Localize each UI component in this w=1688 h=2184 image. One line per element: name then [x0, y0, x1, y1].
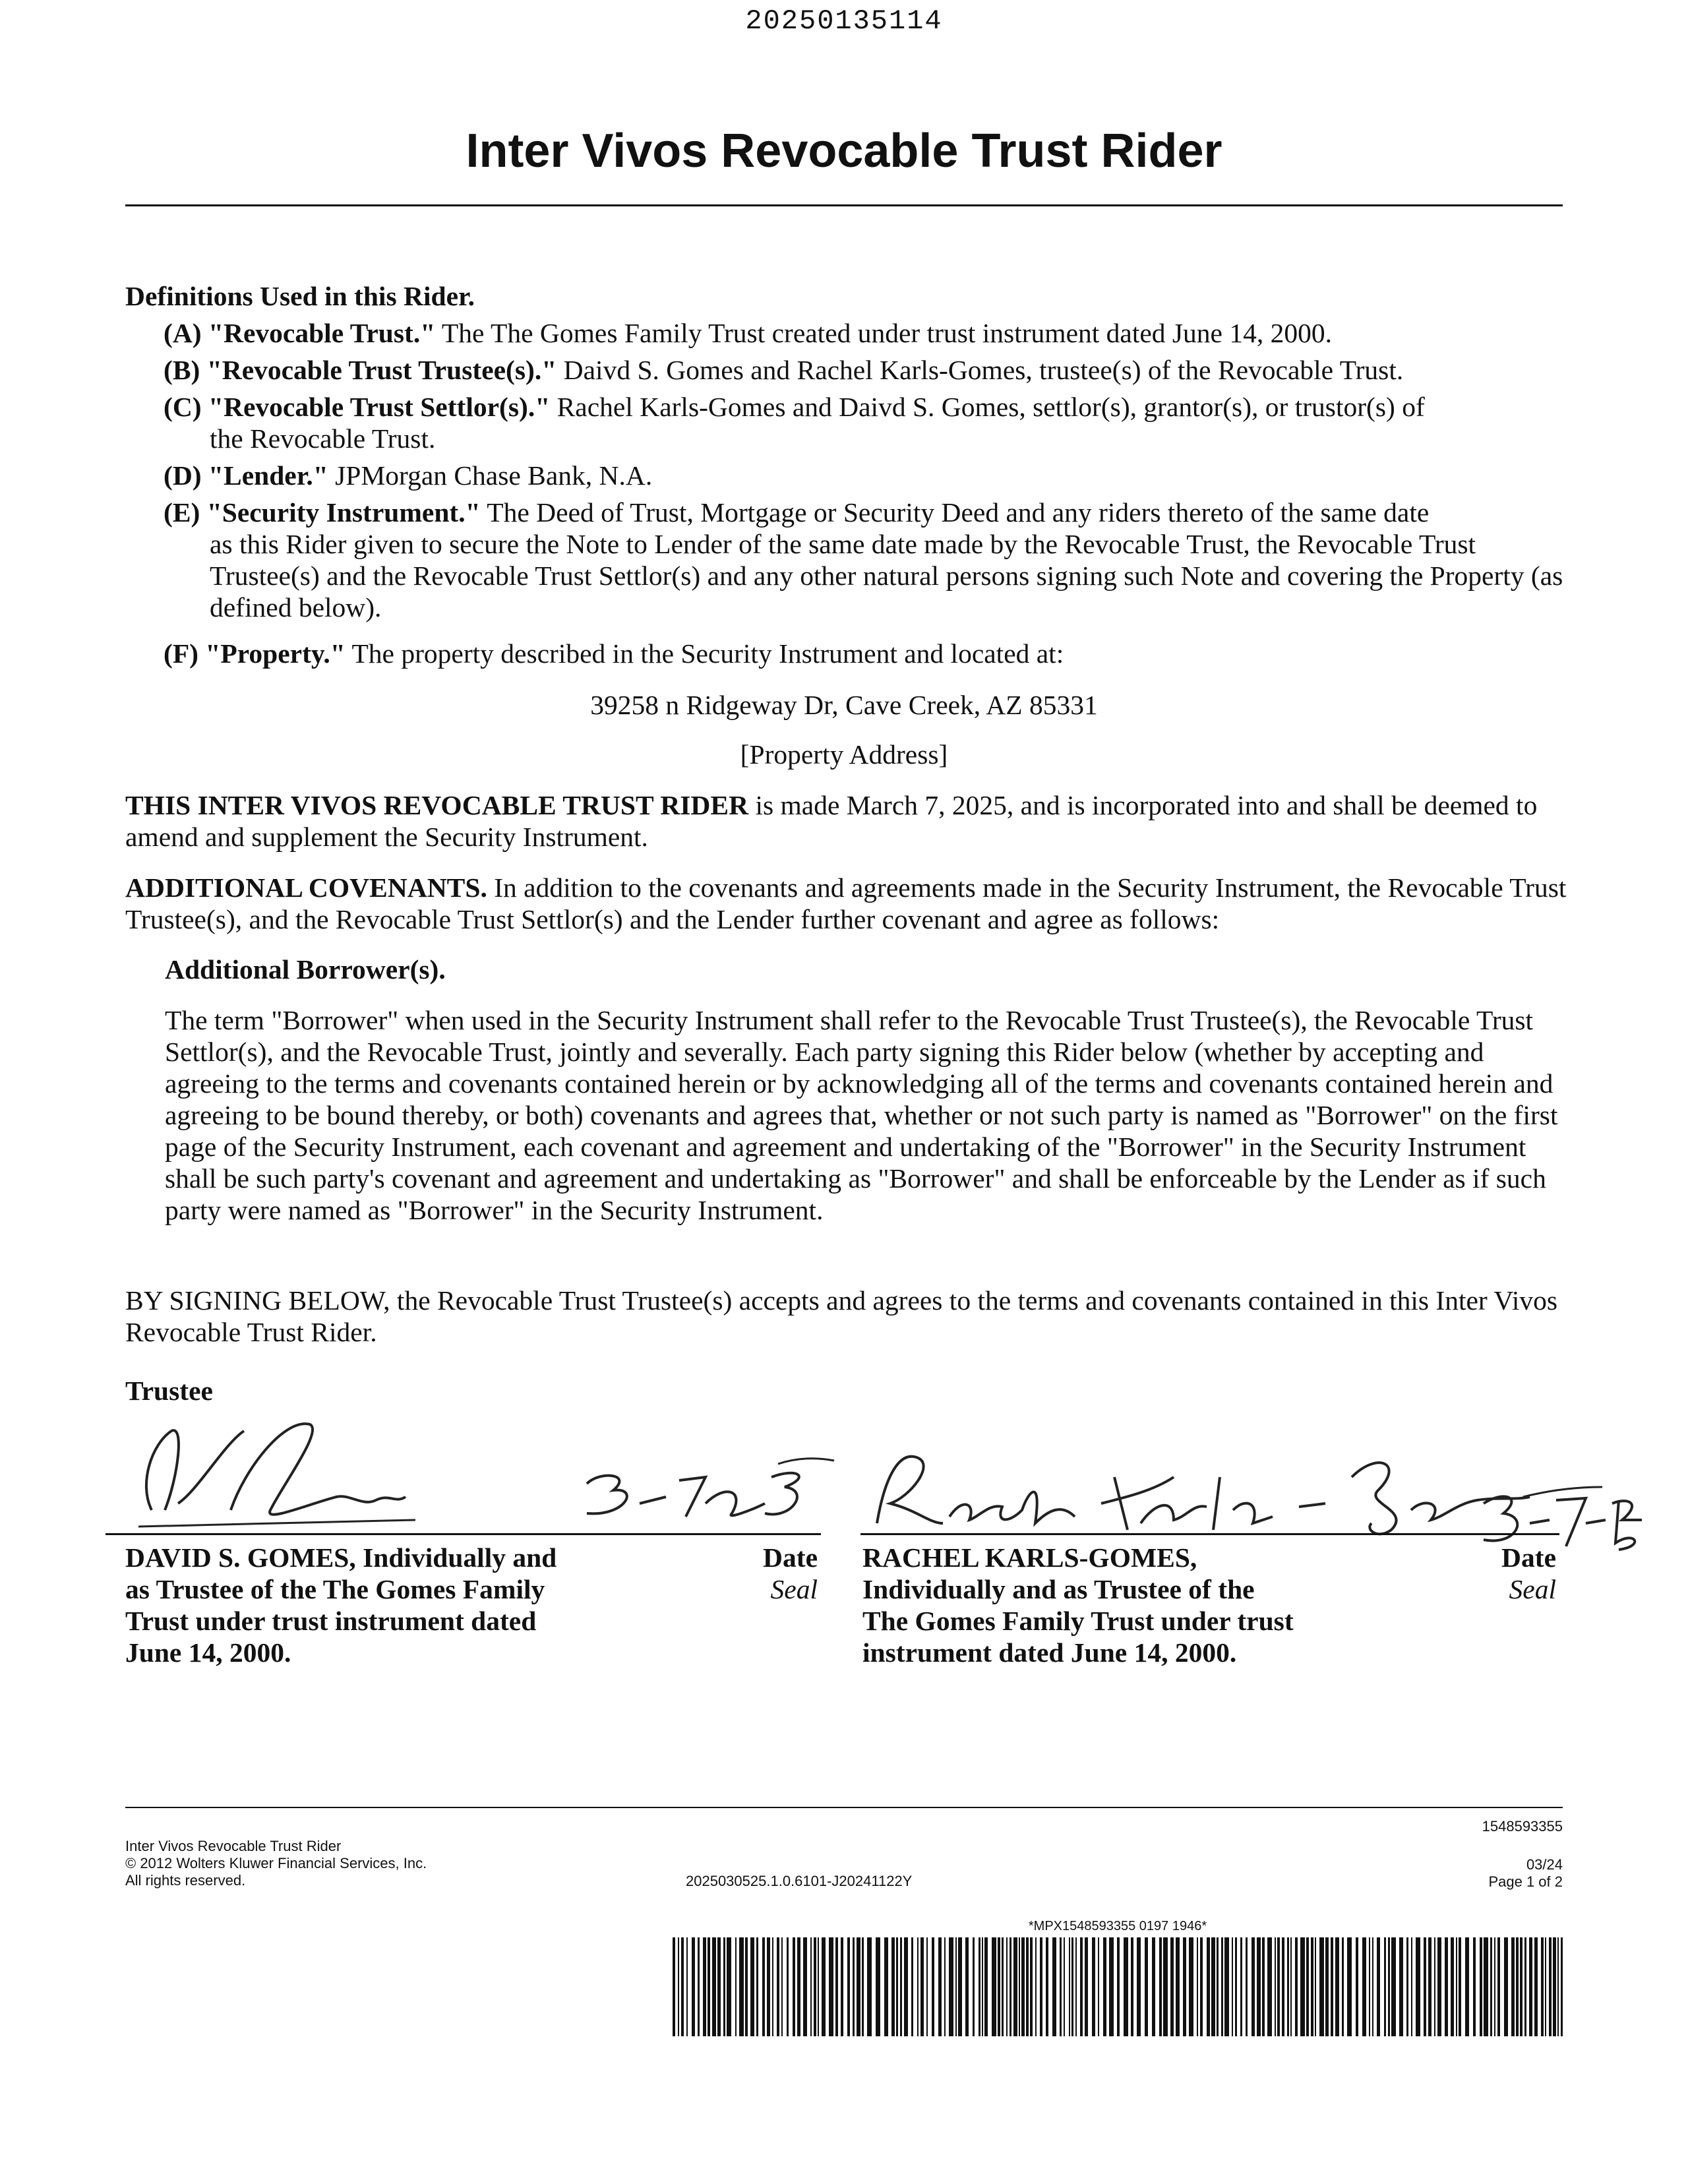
barcode-bar	[673, 1937, 675, 2036]
barcode-bar	[920, 1937, 924, 2036]
barcode-text: *MPX1548593355 0197 1946*	[1028, 1919, 1207, 1933]
barcode-bar	[1549, 1937, 1552, 2036]
barcode-bar	[1545, 1937, 1546, 2036]
barcode-bar	[1437, 1937, 1441, 2036]
barcode-bar	[1541, 1937, 1544, 2036]
definition-e	[164, 497, 1568, 623]
barcode-bar	[979, 1937, 980, 2036]
barcode-bar	[926, 1937, 928, 2036]
signature-line-right	[860, 1533, 1559, 1535]
barcode	[673, 1937, 1563, 2036]
footer-page-number: Page 1 of 2	[1488, 1873, 1563, 1890]
barcode-bar	[1189, 1937, 1193, 2036]
barcode-bar	[1300, 1937, 1305, 2036]
barcode-bar	[1103, 1937, 1106, 2036]
definition-continuation: the Revocable Trust.	[210, 423, 436, 454]
barcode-bar	[1331, 1937, 1333, 2036]
barcode-bar	[1424, 1937, 1426, 2036]
barcode-bar	[1287, 1937, 1289, 2036]
footer-form-code: 2025030525.1.0.6101-J20241122Y	[686, 1873, 913, 1889]
barcode-bar	[896, 1937, 898, 2036]
barcode-bar	[1465, 1937, 1469, 2036]
barcode-bar	[841, 1937, 843, 2036]
definition-text: JPMorgan Chase Bank, N.A.	[328, 460, 653, 491]
title-divider	[125, 204, 1563, 206]
barcode-bar	[678, 1937, 679, 2036]
barcode-bar	[1019, 1937, 1020, 2036]
barcode-bar	[1267, 1937, 1272, 2036]
covenants-text: In addition to the covenants and agreements made in the Security Instrument, the Revocable Trust Trustee(s), and the Revocable Trust Settlor(s) and the Lender further covenant and agree as follows:	[125, 872, 1567, 934]
barcode-bar	[1311, 1937, 1313, 2036]
barcode-bar	[1159, 1937, 1162, 2036]
barcode-bar	[1411, 1937, 1412, 2036]
barcode-bar	[739, 1937, 744, 2036]
barcode-bar	[1240, 1937, 1242, 2036]
footer-form-name: Inter Vivos Revocable Trust Rider	[125, 1838, 342, 1854]
barcode-bar	[1085, 1937, 1088, 2036]
signing-statement: BY SIGNING BELOW, the Revocable Trust Trustee(s) accepts and agrees to the terms and covenants contained in this Inter Vivos Revocable Trust Rider.	[125, 1285, 1558, 1347]
definition-letter: (A)	[164, 318, 202, 348]
definition-text: Rachel Karls-Gomes and Daivd S. Gomes, settlor(s), grantor(s), or trustor(s) of	[550, 392, 1425, 422]
barcode-bar	[1306, 1937, 1309, 2036]
barcode-bar	[793, 1937, 795, 2036]
barcode-bar	[1406, 1937, 1408, 2036]
barcode-bar	[1232, 1937, 1233, 2036]
barcode-bar	[1497, 1937, 1500, 2036]
footer-divider	[125, 1807, 1563, 1808]
footer-loan-number: 1548593355	[1482, 1818, 1563, 1835]
barcode-bar	[992, 1937, 996, 2036]
definition-a	[164, 317, 1568, 349]
barcode-bar	[1342, 1937, 1344, 2036]
definition-letter: (D)	[164, 460, 202, 491]
barcode-bar	[1516, 1937, 1519, 2036]
barcode-bar	[1075, 1937, 1077, 2036]
footer-revision: 03/24	[1526, 1856, 1563, 1873]
definition-term: "Revocable Trust Settlor(s)."	[208, 392, 551, 422]
barcode-bar	[965, 1937, 969, 2036]
barcode-bar	[692, 1937, 695, 2036]
barcode-bar	[686, 1937, 688, 2036]
barcode-bar	[1282, 1937, 1284, 2036]
barcode-bar	[822, 1937, 826, 2036]
barcode-bar	[904, 1937, 908, 2036]
definition-letter: (B)	[164, 355, 200, 385]
barcode-bar	[787, 1937, 789, 2036]
definition-text: The The Gomes Family Trust created under trust instrument dated June 14, 2000.	[435, 318, 1332, 348]
definition-b	[164, 354, 1568, 386]
barcode-bar	[982, 1937, 983, 2036]
barcode-bar	[1183, 1937, 1186, 2036]
rider-statement-text: is made March 7, 2025, and is incorporated into and shall be deemed to amend and supplement the Security Instrument.	[125, 790, 1538, 852]
barcode-bar	[932, 1937, 934, 2036]
barcode-bar	[1006, 1937, 1008, 2036]
footer-form-info	[125, 1838, 427, 1889]
barcode-bar	[818, 1937, 819, 2036]
seal-label-right: Seal	[1509, 1574, 1556, 1604]
barcode-bar	[917, 1937, 919, 2036]
barcode-bar	[1347, 1937, 1352, 2036]
barcode-bar	[708, 1937, 710, 2036]
barcode-bar	[1069, 1937, 1070, 2036]
barcode-bar	[1325, 1937, 1329, 2036]
barcode-bar	[1335, 1937, 1339, 2036]
barcode-bar	[1362, 1937, 1366, 2036]
barcode-bar	[973, 1937, 975, 2036]
barcode-bar	[1021, 1937, 1025, 2036]
date-label-left: Date	[763, 1542, 818, 1573]
barcode-bar	[727, 1937, 731, 2036]
barcode-bar	[1504, 1937, 1508, 2036]
barcode-bar	[1553, 1937, 1556, 2036]
barcode-bar	[1315, 1937, 1316, 2036]
barcode-bar	[1013, 1937, 1017, 2036]
barcode-bar	[1445, 1937, 1448, 2036]
barcode-bar	[884, 1937, 888, 2036]
barcode-bar	[1109, 1937, 1114, 2036]
barcode-bar	[1092, 1937, 1095, 2036]
definition-d	[164, 460, 1568, 491]
barcode-bar	[984, 1937, 988, 2036]
barcode-bar	[1046, 1937, 1048, 2036]
barcode-bar	[1511, 1937, 1515, 2036]
barcode-bar	[1124, 1937, 1128, 2036]
barcode-bar	[1391, 1937, 1396, 2036]
barcode-bar	[938, 1937, 942, 2036]
barcode-bar	[1529, 1937, 1532, 2036]
barcode-bar	[1152, 1937, 1155, 2036]
barcode-bar	[1224, 1937, 1229, 2036]
barcode-bar	[735, 1937, 737, 2036]
barcode-bar	[1434, 1937, 1435, 2036]
barcode-bar	[955, 1937, 957, 2036]
barcode-bar	[1064, 1937, 1065, 2036]
barcode-bar	[958, 1937, 962, 2036]
barcode-bar	[1473, 1937, 1476, 2036]
barcode-bar	[717, 1937, 721, 2036]
signature-line-left	[106, 1533, 821, 1535]
barcode-bar	[1369, 1937, 1370, 2036]
barcode-bar	[829, 1937, 833, 2036]
barcode-bar	[1117, 1937, 1120, 2036]
additional-borrowers-heading: Additional Borrower(s).	[165, 954, 446, 985]
barcode-bar	[1035, 1937, 1037, 2036]
barcode-bar	[803, 1937, 807, 2036]
definition-f	[164, 638, 1568, 669]
footer-copyright: © 2012 Wolters Kluwer Financial Services, Inc.	[125, 1855, 427, 1871]
definition-c	[164, 391, 1568, 454]
barcode-bar	[1030, 1937, 1033, 2036]
barcode-bar	[1377, 1937, 1380, 2036]
barcode-bar	[814, 1937, 816, 2036]
barcode-bar	[1200, 1937, 1203, 2036]
barcode-bar	[797, 1937, 800, 2036]
barcode-bar	[1131, 1937, 1133, 2036]
barcode-bar	[1207, 1937, 1210, 2036]
barcode-bar	[698, 1937, 700, 2036]
barcode-bar	[1428, 1937, 1432, 2036]
barcode-bar	[1295, 1937, 1298, 2036]
barcode-bar	[862, 1937, 864, 2036]
barcode-bar	[853, 1937, 855, 2036]
barcode-bar	[723, 1937, 725, 2036]
covenants-lead: ADDITIONAL COVENANTS.	[125, 872, 487, 903]
barcode-bar	[750, 1937, 754, 2036]
barcode-bar	[703, 1937, 706, 2036]
signer-label-left: DAVID S. GOMES, Individually and as Trustee of the The Gomes Family Trust under trust instrument dated June 14, 2000.	[125, 1542, 557, 1668]
barcode-bar	[681, 1937, 684, 2036]
barcode-bar	[810, 1937, 812, 2036]
barcode-bar	[1137, 1937, 1141, 2036]
document-title: Inter Vivos Revocable Trust Rider	[466, 125, 1222, 177]
definition-text: Daivd S. Gomes and Rachel Karls-Gomes, trustee(s) of the Revocable Trust.	[557, 355, 1404, 385]
barcode-bar	[835, 1937, 838, 2036]
barcode-bar	[1002, 1937, 1004, 2036]
barcode-bar	[745, 1937, 748, 2036]
barcode-bar	[1246, 1937, 1248, 2036]
barcode-bar	[1416, 1937, 1420, 2036]
barcode-bar	[1060, 1937, 1062, 2036]
barcode-bar	[891, 1937, 895, 2036]
rider-statement	[125, 789, 1569, 853]
barcode-bar	[1451, 1937, 1454, 2036]
definition-continuation: as this Rider given to secure the Note to Lender of the same date made by the Revocable Trust, the Revocable Trust Trustee(s) and the Revocable Trust Settlor(s) and any other natural persons signing such Note and covering the Property (as defined below).	[210, 529, 1563, 622]
barcode-bar	[756, 1937, 758, 2036]
trustee-heading: Trustee	[125, 1376, 213, 1406]
barcode-bar	[900, 1937, 902, 2036]
barcode-bar	[1319, 1937, 1324, 2036]
barcode-bar	[1217, 1937, 1219, 2036]
footer-rights: All rights reserved.	[125, 1872, 246, 1889]
barcode-bar	[1494, 1937, 1495, 2036]
barcode-bar	[1163, 1937, 1168, 2036]
barcode-bar	[944, 1937, 946, 2036]
definition-text: The Deed of Trust, Mortgage or Security Deed and any riders thereto of the same date	[480, 497, 1430, 528]
barcode-bar	[1275, 1937, 1276, 2036]
barcode-bar	[1534, 1937, 1538, 2036]
signature-david-gomes	[112, 1405, 837, 1536]
definition-term: "Revocable Trust Trustee(s)."	[206, 355, 557, 385]
seal-label-left: Seal	[770, 1574, 818, 1604]
barcode-bar	[1080, 1937, 1083, 2036]
definition-term: "Security Instrument."	[206, 497, 481, 528]
barcode-bar	[781, 1937, 783, 2036]
barcode-bar	[1484, 1937, 1488, 2036]
additional-borrowers-body: The term "Borrower" when used in the Security Instrument shall refer to the Revocable Trust Trustee(s), the Revocable Trust Settlor(s), and the Revocable Trust, jointly and severally. Each party signing this Rider below (whether by accepting and agreeing to the terms and covenants contained herein or by acknowledging all of the terms and covenants contained herein and agreeing to be bound thereby, or both) covenants and agrees that, whether or not such party is named as "Borrower" on the first page of the Security Instrument, each covenant and agreement and undertaking of the "Borrower" in the Security Instrument shall be such party's covenant and agreement and undertaking as "Borrower" and shall be enforceable by the Lender as if such party were named as "Borrower" in the Security Instrument.	[165, 1005, 1558, 1225]
barcode-bar	[1010, 1937, 1011, 2036]
barcode-bar	[762, 1937, 765, 2036]
barcode-bar	[1557, 1937, 1559, 2036]
property-address-label: [Property Address]	[740, 739, 948, 770]
barcode-bar	[777, 1937, 779, 2036]
barcode-bar	[1399, 1937, 1403, 2036]
barcode-bar	[911, 1937, 913, 2036]
rider-statement-lead: THIS INTER VIVOS REVOCABLE TRUST RIDER	[125, 790, 749, 820]
barcode-bar	[1211, 1937, 1215, 2036]
date-label-right: Date	[1501, 1542, 1556, 1573]
barcode-bar	[857, 1937, 860, 2036]
barcode-bar	[876, 1937, 880, 2036]
definition-term: "Lender."	[208, 460, 328, 491]
barcode-bar	[1251, 1937, 1255, 2036]
definition-term: "Revocable Trust."	[208, 318, 436, 348]
barcode-bar	[1524, 1937, 1526, 2036]
barcode-bar	[772, 1937, 773, 2036]
definition-term: "Property."	[205, 638, 346, 669]
barcode-bar	[1372, 1937, 1373, 2036]
barcode-bar	[1388, 1937, 1390, 2036]
barcode-bar	[1145, 1937, 1148, 2036]
definition-text: The property described in the Security Instrument and located at:	[345, 638, 1064, 669]
signer-label-right: RACHEL KARLS-GOMES, Individually and as Trustee of the The Gomes Family Trust under trust instrument dated June 14, 2000.	[862, 1542, 1294, 1668]
barcode-bar	[1520, 1937, 1522, 2036]
additional-covenants	[125, 872, 1569, 935]
definition-letter: (C)	[164, 392, 202, 422]
barcode-bar	[1459, 1937, 1461, 2036]
barcode-bar	[998, 1937, 1000, 2036]
barcode-bar	[1277, 1937, 1280, 2036]
barcode-bar	[1197, 1937, 1198, 2036]
barcode-bar	[1176, 1937, 1180, 2036]
barcode-bar	[1026, 1937, 1029, 2036]
barcode-bar	[1290, 1937, 1292, 2036]
barcode-bar	[712, 1937, 716, 2036]
barcode-bar	[767, 1937, 770, 2036]
document-number: 20250135114	[745, 5, 943, 37]
definitions-heading: Definitions Used in this Rider.	[125, 281, 475, 311]
barcode-bar	[1262, 1937, 1265, 2036]
barcode-bar	[847, 1937, 850, 2036]
barcode-bar	[1221, 1937, 1223, 2036]
barcode-bar	[867, 1937, 872, 2036]
definition-letter: (F)	[164, 638, 198, 669]
barcode-bar	[1257, 1937, 1261, 2036]
barcode-bar	[1356, 1937, 1358, 2036]
barcode-bar	[1098, 1937, 1099, 2036]
barcode-bar	[1040, 1937, 1042, 2036]
barcode-bar	[1480, 1937, 1482, 2036]
barcode-bar	[1052, 1937, 1056, 2036]
barcode-bar	[1384, 1937, 1386, 2036]
barcode-bar	[1235, 1937, 1237, 2036]
barcode-bar	[1456, 1937, 1457, 2036]
barcode-bar	[1071, 1937, 1073, 2036]
barcode-bar	[1561, 1937, 1563, 2036]
barcode-bar	[1490, 1937, 1492, 2036]
property-address: 39258 n Ridgeway Dr, Cave Creek, AZ 85331	[590, 690, 1098, 720]
definition-letter: (E)	[164, 497, 200, 528]
barcode-bar	[949, 1937, 953, 2036]
barcode-bar	[1170, 1937, 1174, 2036]
